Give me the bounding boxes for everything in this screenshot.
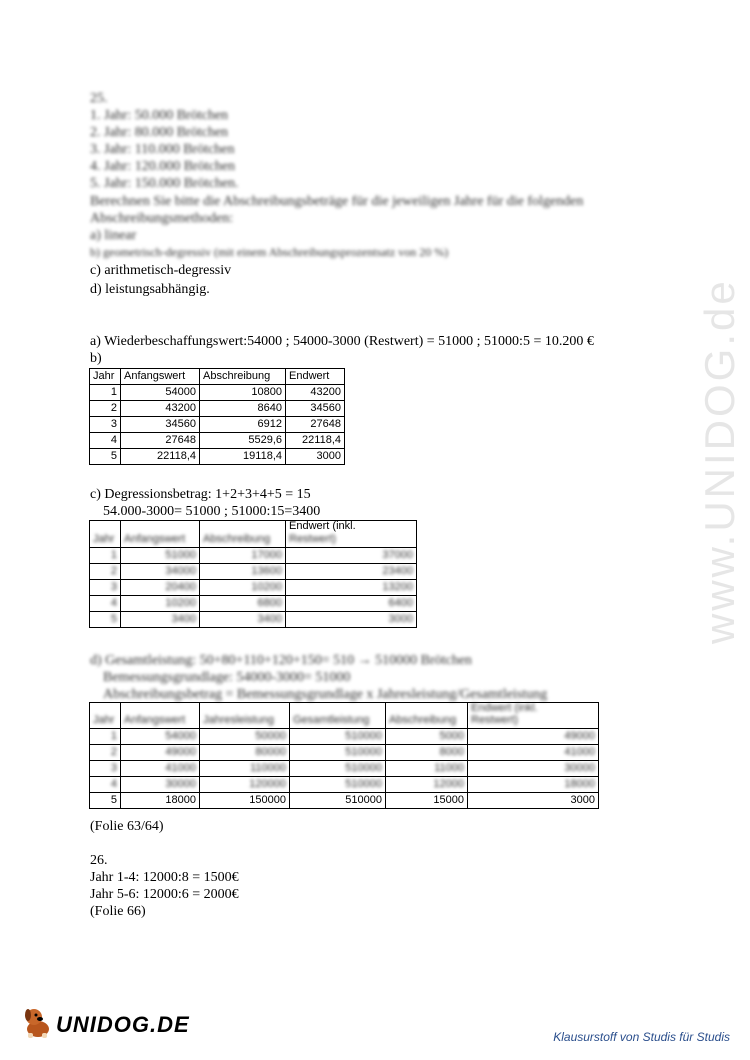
instruction-line-2: Abschreibungsmethoden: <box>90 211 234 226</box>
cell: 4 <box>90 777 121 793</box>
table-row <box>90 729 599 745</box>
cell: 5 <box>90 449 121 465</box>
cell: 34560 <box>121 417 200 433</box>
cell: 8000 <box>386 745 468 761</box>
cell: 49000 <box>121 745 200 761</box>
table-b <box>89 368 345 465</box>
cell: 5 <box>90 793 121 809</box>
solution-d-line-2: Bemessungsgrundlage: 54000-3000= 51000 <box>103 670 351 685</box>
cell: 34560 <box>286 401 345 417</box>
folie-reference-2: (Folie 66) <box>90 904 146 919</box>
cell: 18000 <box>121 793 200 809</box>
cell: 110000 <box>200 761 290 777</box>
table-c-header-top <box>90 521 417 533</box>
table-row <box>90 401 345 417</box>
table-d-header <box>90 713 599 729</box>
cell: 150000 <box>200 793 290 809</box>
solution-d-line-3: Abschreibungsbetrag = Bemessungsgrundlage x Jahresleistung/Gesamtleistung <box>103 687 548 702</box>
th: Jahr <box>90 532 121 548</box>
solution-c-line-1: c) Degressionsbetrag: 1+2+3+4+5 = 15 <box>90 487 311 502</box>
method-a: a) linear <box>90 228 137 243</box>
table-row <box>90 612 417 628</box>
cell: 5000 <box>386 729 468 745</box>
cell: 4 <box>90 433 121 449</box>
cell: 12000 <box>386 777 468 793</box>
task-26-number: 26. <box>90 853 108 868</box>
cell: 3400 <box>200 612 286 628</box>
cell: 22118,4 <box>121 449 200 465</box>
cell: 17000 <box>200 548 286 564</box>
task-number: 25. <box>90 91 108 106</box>
cell: 54000 <box>121 729 200 745</box>
cell: 3000 <box>468 793 599 809</box>
th-top: Endwert (inkl. <box>286 521 417 533</box>
cell: 10200 <box>200 580 286 596</box>
cell: 2 <box>90 401 121 417</box>
table-row <box>90 385 345 401</box>
table-row <box>90 564 417 580</box>
cell: 30000 <box>468 761 599 777</box>
cell: 19118,4 <box>200 449 286 465</box>
cell: 23400 <box>286 564 417 580</box>
cell: 13200 <box>286 580 417 596</box>
cell: 3 <box>90 580 121 596</box>
table-row <box>90 580 417 596</box>
cell: 51000 <box>121 548 200 564</box>
cell: 5529,6 <box>200 433 286 449</box>
table-row <box>90 433 345 449</box>
method-c: c) arithmetisch-degressiv <box>90 263 232 278</box>
watermark: www.UNIDOG.de <box>696 278 743 644</box>
cell: 49000 <box>468 729 599 745</box>
cell: 54000 <box>121 385 200 401</box>
table-row <box>90 745 599 761</box>
cell: 22118,4 <box>286 433 345 449</box>
cell: 6400 <box>286 596 417 612</box>
cell: 1 <box>90 729 121 745</box>
cell: 6912 <box>200 417 286 433</box>
th: Anfangswert <box>121 369 200 385</box>
year-line-2: 2. Jahr: 80.000 Brötchen <box>90 125 229 140</box>
cell: 8640 <box>200 401 286 417</box>
year-line-3: 3. Jahr: 110.000 Brötchen <box>90 142 235 157</box>
table-c <box>89 520 417 628</box>
cell: 1 <box>90 548 121 564</box>
table-row <box>90 417 345 433</box>
cell: 3 <box>90 417 121 433</box>
cell: 13600 <box>200 564 286 580</box>
task-26-line-1: Jahr 1-4: 12000:8 = 1500€ <box>90 870 239 885</box>
table-row <box>90 777 599 793</box>
table-row <box>90 548 417 564</box>
cell: 50000 <box>200 729 290 745</box>
cell: 41000 <box>121 761 200 777</box>
cell: 20400 <box>121 580 200 596</box>
instruction-line-1: Berechnen Sie bitte die Abschreibungsbeträge für die jeweiligen Jahre für die folgenden <box>90 194 584 209</box>
th-top: Endwert (inkl. <box>468 703 599 714</box>
cell: 120000 <box>200 777 290 793</box>
table-row <box>90 596 417 612</box>
table-row <box>90 761 599 777</box>
cell: 510000 <box>290 793 386 809</box>
cell: 27648 <box>121 433 200 449</box>
solution-c-line-2: 54.000-3000= 51000 ; 51000:15=3400 <box>103 504 321 519</box>
cell: 80000 <box>200 745 290 761</box>
solution-a: a) Wiederbeschaffungswert:54000 ; 54000-3000 (Restwert) = 51000 ; 51000:5 = 10.200 € <box>90 334 594 349</box>
cell: 11000 <box>386 761 468 777</box>
year-line-1: 1. Jahr: 50.000 Brötchen <box>90 108 229 123</box>
table-row <box>90 793 599 809</box>
cell: 510000 <box>290 761 386 777</box>
cell: 2 <box>90 564 121 580</box>
table-b-header <box>90 369 345 385</box>
th: Jahr <box>90 369 121 385</box>
cell: 34000 <box>121 564 200 580</box>
cell: 3 <box>90 761 121 777</box>
table-d-header-top <box>90 703 599 714</box>
dog-logo-icon <box>22 1005 54 1039</box>
cell: 3000 <box>286 612 417 628</box>
th: Gesamtleistung <box>290 713 386 729</box>
solution-d-line-1: d) Gesamtleistung: 50+80+110+120+150= 510 → 510000 Brötchen <box>90 653 472 668</box>
cell: 43200 <box>121 401 200 417</box>
footer-tagline: Klausurstoff von Studis für Studis <box>553 1030 730 1044</box>
cell: 30000 <box>121 777 200 793</box>
year-line-4: 4. Jahr: 120.000 Brötchen <box>90 159 236 174</box>
solution-b-label: b) <box>90 351 102 366</box>
folie-reference-1: (Folie 63/64) <box>90 819 164 834</box>
cell: 43200 <box>286 385 345 401</box>
table-c-header <box>90 532 417 548</box>
th: Jahresleistung <box>200 713 290 729</box>
cell: 4 <box>90 596 121 612</box>
cell: 6800 <box>200 596 286 612</box>
footer-brand: UNIDOG.DE <box>56 1012 190 1037</box>
th: Anfangswert <box>121 532 200 548</box>
method-b: b) geometrisch-degressiv (mit einem Abschreibungsprozentsatz von 20 %) <box>90 245 449 259</box>
cell: 10200 <box>121 596 200 612</box>
cell: 10800 <box>200 385 286 401</box>
cell: 1 <box>90 385 121 401</box>
cell: 37000 <box>286 548 417 564</box>
cell: 3400 <box>121 612 200 628</box>
method-d: d) leistungsabhängig. <box>90 282 210 297</box>
cell: 5 <box>90 612 121 628</box>
th: Restwert) <box>468 713 599 729</box>
cell: 41000 <box>468 745 599 761</box>
th: Abschreibung <box>200 369 286 385</box>
cell: 2 <box>90 745 121 761</box>
cell: 18000 <box>468 777 599 793</box>
th: Abschreibung <box>200 532 286 548</box>
task-26-line-2: Jahr 5-6: 12000:6 = 2000€ <box>90 887 239 902</box>
cell: 27648 <box>286 417 345 433</box>
th: Restwert) <box>286 532 417 548</box>
th: Abschreibung <box>386 713 468 729</box>
cell: 510000 <box>290 745 386 761</box>
cell: 3000 <box>286 449 345 465</box>
table-d <box>89 702 599 809</box>
cell: 510000 <box>290 729 386 745</box>
th: Anfangswert <box>121 713 200 729</box>
year-line-5: 5. Jahr: 150.000 Brötchen. <box>90 176 239 191</box>
th: Endwert <box>286 369 345 385</box>
cell: 15000 <box>386 793 468 809</box>
table-row <box>90 449 345 465</box>
th: Jahr <box>90 713 121 729</box>
cell: 510000 <box>290 777 386 793</box>
